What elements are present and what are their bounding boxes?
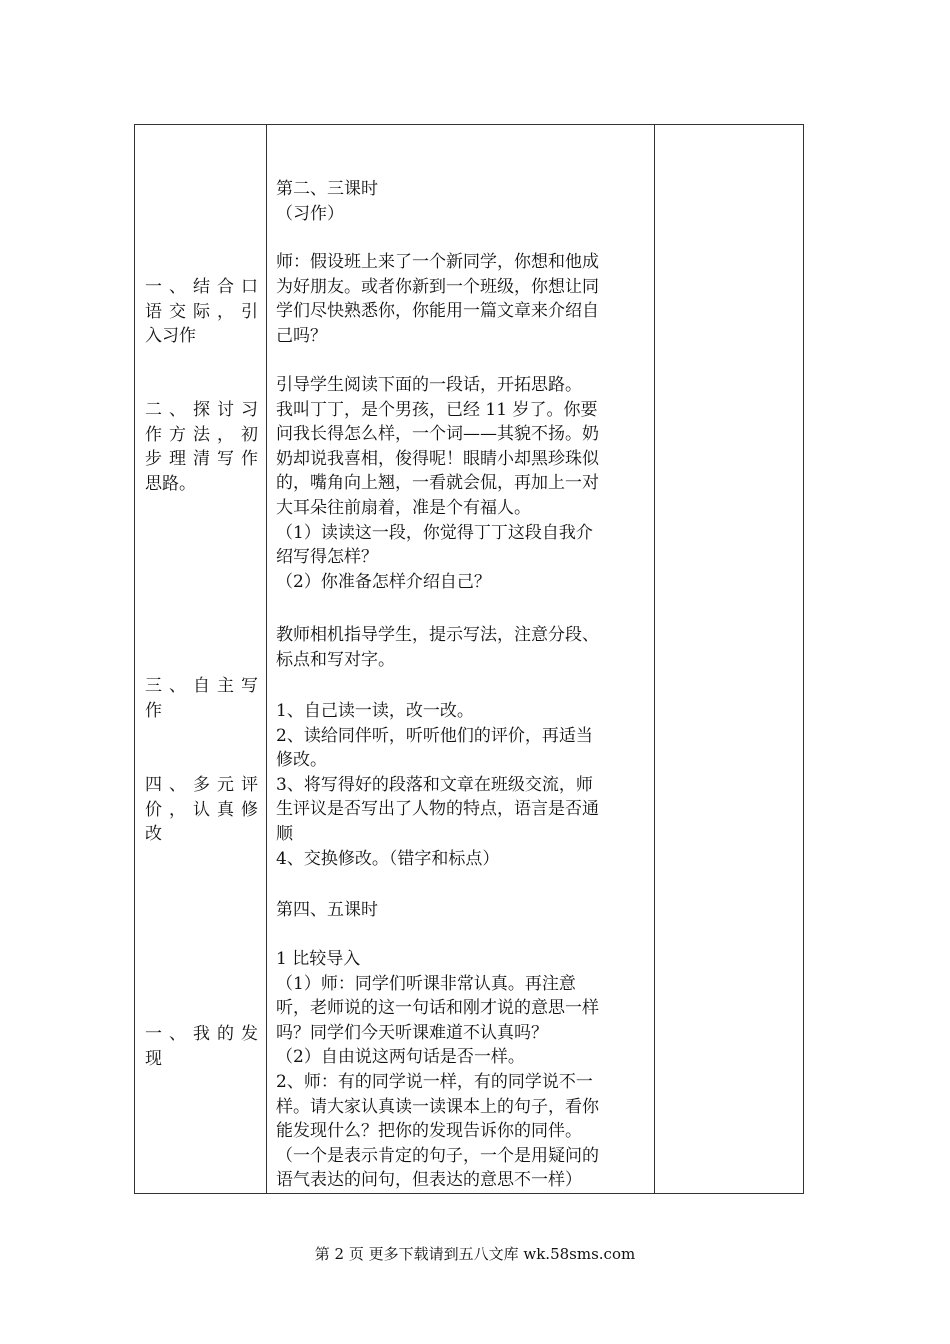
content-line: 1、自己读一读，改一改。	[276, 701, 474, 721]
content-block-reading	[276, 373, 648, 594]
content-block-session-title	[276, 898, 648, 923]
column-divider	[266, 125, 267, 1193]
content-line: 我叫丁丁，是个男孩，已经 11 岁了。你要	[276, 399, 598, 420]
content-line: （1）读读这一段，你觉得丁丁这段自我介	[276, 522, 593, 543]
label-line: 作方法，初	[145, 424, 258, 445]
label-line: 改	[145, 824, 162, 845]
label-line: 步理清写作	[145, 449, 258, 470]
step-label-methods	[145, 398, 258, 496]
label-line: 作	[145, 700, 162, 721]
content-line: 第二、三课时	[276, 179, 378, 199]
content-block-teacher-prompt	[276, 250, 648, 348]
label-line: 思路。	[145, 473, 196, 494]
content-line: 4、交换修改。（错字和标点）	[276, 848, 500, 869]
label-line: 四、多元评	[145, 775, 258, 795]
content-line: 生评议是否写出了人物的特点，语言是否通	[276, 799, 599, 820]
content-block-revision	[276, 699, 648, 871]
content-line: 1 比较导入	[276, 949, 361, 969]
label-line: 入习作	[145, 326, 196, 347]
step-label-oral-intro	[145, 275, 258, 349]
label-line: 三、自主写	[145, 676, 258, 696]
step-label-writing	[145, 674, 258, 723]
content-line: 奶却说我喜相，俊得呢！眼睛小却黑珍珠似	[276, 448, 599, 469]
label-line: 一、结合口	[145, 277, 258, 297]
content-block-guidance	[276, 623, 648, 672]
content-line: 能发现什么？把你的发现告诉你的同伴。	[276, 1121, 582, 1142]
content-line: 吗？同学们今天听课难道不认真吗？	[276, 1022, 548, 1043]
content-block-comparison	[276, 947, 648, 1193]
content-line: 3、将写得好的段落和文章在班级交流，师	[276, 774, 593, 795]
content-line: 大耳朵往前扇着，准是个有福人。	[276, 497, 531, 518]
lesson-table	[134, 124, 804, 1194]
label-line: 一、我的发	[145, 1024, 258, 1044]
content-line: 师：假设班上来了一个新同学，你想和他成	[276, 252, 599, 272]
label-line: 现	[145, 1048, 162, 1069]
content-line: 第四、五课时	[276, 900, 378, 920]
page-footer: 第 2 页 更多下载请到五八文库 wk.58sms.com	[314, 1245, 636, 1263]
label-line: 二、探讨习	[145, 400, 258, 420]
content-line: 语气表达的问句，但表达的意思不一样）	[276, 1170, 582, 1191]
content-line: 引导学生阅读下面的一段话，开拓思路。	[276, 375, 582, 395]
content-line: 己吗？	[276, 325, 327, 346]
content-line: 样。请大家认真读一读课本上的句子，看你	[276, 1096, 599, 1117]
content-line: 2、师：有的同学说一样，有的同学说不一	[276, 1071, 593, 1092]
content-line: 为好朋友。或者你新到一个班级，你想让同	[276, 276, 599, 297]
step-label-evaluation	[145, 773, 258, 847]
label-line: 价，认真修	[145, 799, 258, 820]
content-block-title	[276, 177, 648, 226]
step-label-discovery	[145, 1022, 258, 1071]
content-line: （2）自由说这两句话是否一样。	[276, 1047, 525, 1068]
content-line: 听，老师说的这一句话和刚才说的意思一样	[276, 998, 599, 1019]
content-line: 修改。	[276, 750, 327, 771]
content-line: 的，嘴角向上翘，一看就会侃，再加上一对	[276, 473, 599, 494]
content-line: 教师相机指导学生，提示写法，注意分段、	[276, 625, 599, 645]
content-line: 问我长得怎么样，一个词——其貌不扬。奶	[276, 424, 599, 445]
content-line: （习作）	[276, 203, 344, 224]
content-line: 2、读给同伴听，听听他们的评价，再适当	[276, 725, 593, 746]
content-line: 顺	[276, 823, 293, 844]
content-line: （一个是表示肯定的句子，一个是用疑问的	[276, 1145, 599, 1166]
content-line: （2）你准备怎样介绍自己？	[276, 571, 491, 592]
content-line: 绍写得怎样？	[276, 547, 378, 568]
label-line: 语交际，引	[145, 301, 258, 322]
content-line: 标点和写对字。	[276, 649, 395, 670]
content-line: （1）师：同学们听课非常认真。再注意	[276, 973, 576, 994]
content-line: 学们尽快熟悉你，你能用一篇文章来介绍自	[276, 301, 599, 322]
column-divider	[654, 125, 655, 1193]
